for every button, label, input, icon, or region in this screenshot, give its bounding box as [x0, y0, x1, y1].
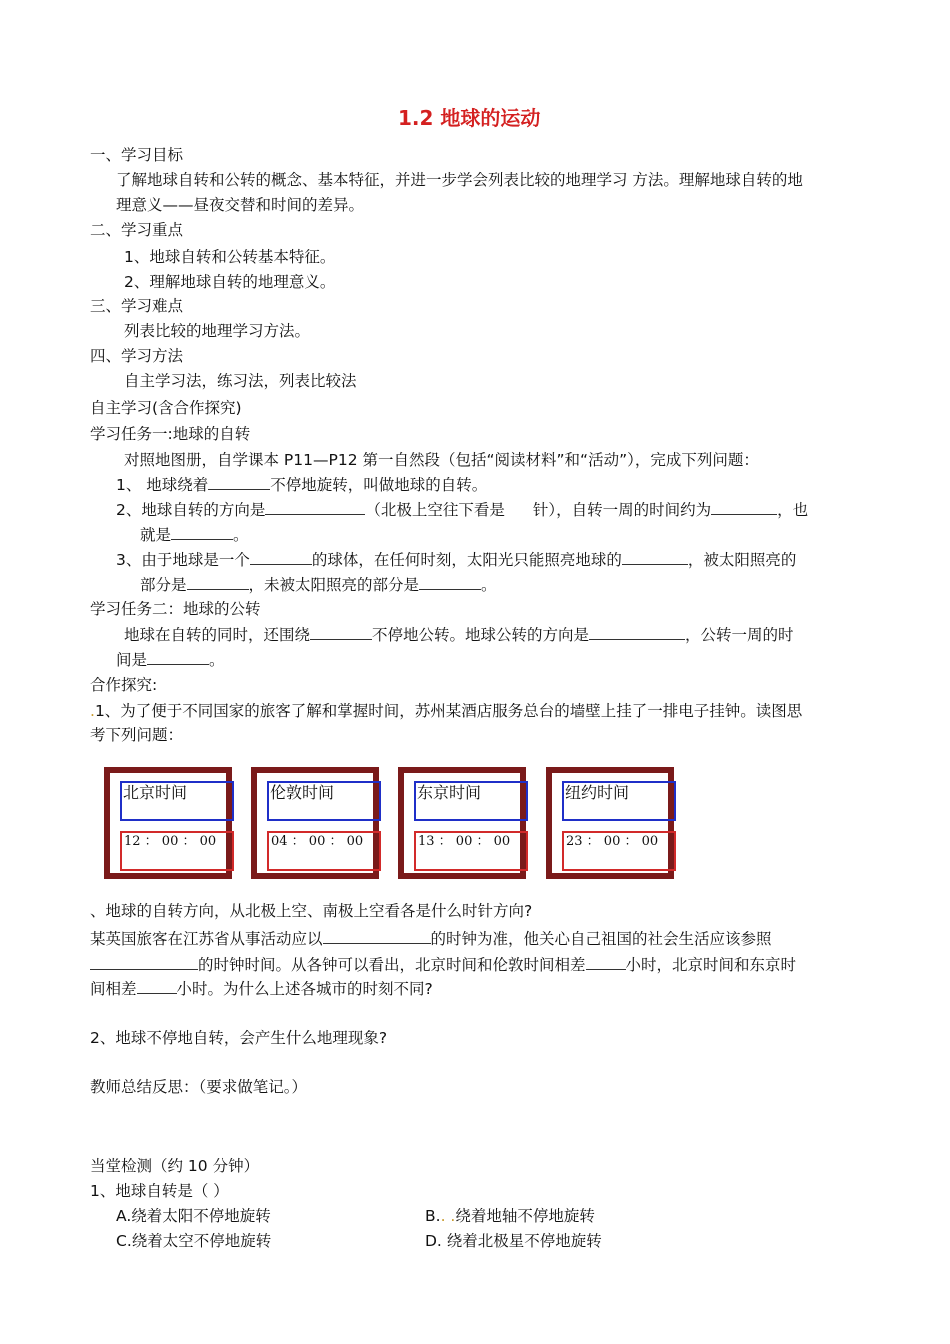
page-title: 1.2 地球的运动 [398, 106, 541, 130]
self-study-heading: 自主学习(含合作探究) [90, 399, 242, 417]
objectives-heading: 一、学习目标 [90, 146, 184, 164]
teacher-summary: 教师总结反思：（要求做笔记。） [90, 1078, 308, 1096]
blank[interactable] [586, 955, 626, 970]
clock-city: 北京时间 [120, 781, 234, 821]
after-q-line3: 的时钟时间。从各钟可以看出，北京时间和伦敦时间相差 小时，北京时间和东京时 [90, 955, 796, 975]
objectives-text-2: 理意义——昼夜交替和时间的差异。 [116, 196, 365, 214]
methods-heading: 四、学习方法 [90, 347, 184, 365]
task1-q2-cont: 就是 。 [140, 526, 249, 544]
after-q-rotation: 、地球的自转方向，从北极上空、南极上空看各是什么时针方向? [90, 902, 533, 920]
clock-tokyo [398, 767, 526, 879]
task1-q3-cont: 部分是 ，未被太阳照亮的部分是 。 [140, 576, 497, 594]
blank[interactable] [323, 929, 431, 944]
task1-q1: 1、 地球绕着 不停地旋转，叫做地球的自转。 [116, 476, 488, 494]
blank[interactable] [208, 475, 270, 490]
coop-q1-line2: 考下列问题： [90, 726, 184, 744]
blank[interactable] [711, 500, 777, 515]
task2-heading: 学习任务二：地球的公转 [90, 600, 261, 618]
task1-q3: 3、由于地球是一个 的球体，在任何时刻，太阳光只能照亮地球的 ，被太阳照亮的 [116, 551, 797, 569]
clock-beijing [104, 767, 232, 879]
task1-q2: 2、地球自转的方向是 （北极上空往下看是 针），自转一周的时间约为 ，也 [116, 501, 809, 519]
blank[interactable] [310, 625, 372, 640]
option-c[interactable]: C.绕着太空不停地旋转 [116, 1232, 272, 1250]
option-d[interactable]: D. 绕着北极星不停地旋转 [425, 1232, 602, 1250]
keypoints-heading: 二、学习重点 [90, 221, 184, 239]
blank[interactable] [147, 650, 209, 665]
keypoint-1: 1、地球自转和公转基本特征。 [124, 248, 336, 266]
clock-time: 12 ： 00 ： 00 [120, 831, 234, 871]
clock-time: 23 ： 00 ： 00 [562, 831, 676, 871]
blank[interactable] [137, 979, 177, 994]
check-heading: 当堂检测（约 10 分钟） [90, 1157, 260, 1175]
clock-time: 04 ： 00 ： 00 [267, 831, 381, 871]
coop-q1-line1: .1、为了便于不同国家的旅客了解和掌握时间，苏州某酒店服务总台的墙壁上挂了一排电子挂钟。读图思 [90, 702, 803, 720]
check-q1: 1、地球自转是（ ） [90, 1182, 229, 1200]
clock-city: 伦敦时间 [267, 781, 381, 821]
objectives-text-1: 了解地球自转和公转的概念、基本特征，并进一步学会列表比较的地理学习 方法。理解地球自转的地 [116, 171, 803, 189]
blank[interactable] [419, 575, 481, 590]
coop-q2: 2、地球不停地自转，会产生什么地理现象? [90, 1029, 388, 1047]
blank[interactable] [589, 625, 685, 640]
blank[interactable] [171, 525, 233, 540]
blank[interactable] [90, 955, 198, 970]
clock-time: 13 ： 00 ： 00 [414, 831, 528, 871]
after-q-line4: 间相差 小时。为什么上述各城市的时刻不同? [90, 980, 433, 998]
blank[interactable] [250, 550, 312, 565]
task2-text-2: 间是 。 [116, 651, 225, 669]
methods-text: 自主学习法，练习法，列表比较法 [124, 372, 357, 390]
blank[interactable] [622, 550, 688, 565]
option-a[interactable]: A.绕着太阳不停地旋转 [116, 1207, 271, 1225]
keypoint-2: 2、理解地球自转的地理意义。 [124, 273, 336, 291]
task1-heading: 学习任务一:地球的自转 [90, 425, 251, 443]
clock-newyork [546, 767, 674, 879]
coop-heading: 合作探究: [90, 676, 158, 694]
difficulty-text: 列表比较的地理学习方法。 [124, 322, 311, 340]
blank[interactable] [187, 575, 249, 590]
after-q-line2: 某英国旅客在江苏省从事活动应以 的时钟为准，他关心自己祖国的社会生活应该参照 [90, 930, 772, 948]
difficulty-heading: 三、学习难点 [90, 297, 184, 315]
task1-intro: 对照地图册，自学课本 P11—P12 第一自然段（包括“阅读材料”和“活动”），完成下列问题： [124, 451, 759, 469]
option-b[interactable]: B.. .绕着地轴不停地旋转 [425, 1207, 595, 1225]
blank[interactable] [265, 500, 365, 515]
clock-city: 纽约时间 [562, 781, 676, 821]
task2-text-1: 地球在自转的同时，还围绕 不停地公转。地球公转的方向是 ，公转一周的时 [124, 626, 794, 644]
clock-london [251, 767, 379, 879]
clock-city: 东京时间 [414, 781, 528, 821]
